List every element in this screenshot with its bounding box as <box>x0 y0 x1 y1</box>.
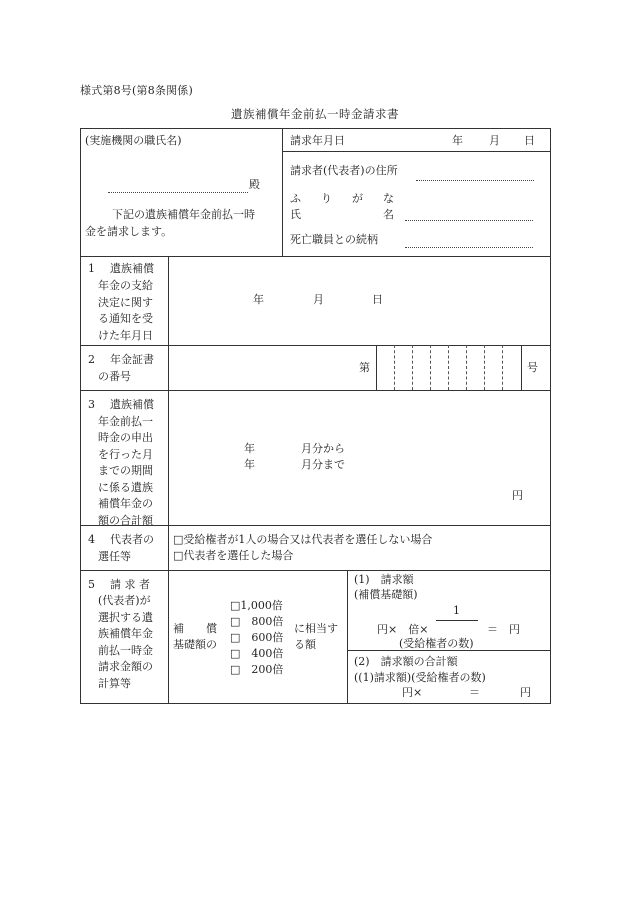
row4-number: 4 <box>88 533 95 546</box>
representative-option-1[interactable]: □受給権者が1人の場合又は代表者を選任しない場合 <box>173 533 433 546</box>
row5-label: (代表者)が <box>98 594 151 607</box>
date-label: 請求年月日 <box>290 134 345 147</box>
basis-label: 補 償 <box>173 622 217 635</box>
calc2-equals: ＝ <box>469 686 480 699</box>
row1-label: 遺族補償 <box>110 262 154 275</box>
cert-grid-cell <box>484 345 485 390</box>
row1-number: 1 <box>88 262 95 275</box>
row3-label: までの期間 <box>98 464 153 477</box>
row3-label: 補償年金の <box>98 497 153 510</box>
row4-label: 代表者の <box>110 533 154 546</box>
period-to-year: 年 <box>244 458 255 471</box>
calc-column-line <box>347 570 348 704</box>
row3-yen: 円 <box>512 489 523 502</box>
cert-grid-cell <box>466 345 467 390</box>
row5-label: 計算等 <box>98 677 131 690</box>
cert-grid-cell <box>412 345 413 390</box>
multiple-option[interactable]: □ 800倍 <box>230 615 284 628</box>
row3-top <box>80 390 551 391</box>
honorific: 殿 <box>249 178 260 191</box>
cert-suffix: 号 <box>527 361 538 374</box>
furigana-char: が <box>352 192 363 205</box>
address-label: 請求者(代表者)の住所 <box>290 164 398 177</box>
row3-label: 遺族補償 <box>110 398 154 411</box>
row1-day: 日 <box>372 293 383 306</box>
row2-label: 年金証書 <box>110 353 154 366</box>
row1-month: 月 <box>313 293 324 306</box>
relation-field[interactable] <box>405 247 533 248</box>
calc1-fraction-bar <box>436 620 478 621</box>
name-field[interactable] <box>405 220 533 221</box>
row3-label: 時金の申出 <box>98 431 153 444</box>
period-to: 月分まで <box>301 458 345 471</box>
calc2-title: (2) 請求額の合計額 <box>354 655 458 668</box>
row1-label: けた年月日 <box>98 329 153 342</box>
row5-label: 族補償年金 <box>98 627 153 640</box>
calc2-yen: 円× <box>402 686 423 699</box>
request-line-1: 下記の遺族補償年金前払一時 <box>112 208 255 221</box>
row5-number: 5 <box>88 578 95 591</box>
row1-top <box>80 256 551 257</box>
form-number: 様式第8号(第8条関係) <box>80 84 193 97</box>
row5-label: 前払一時金 <box>98 644 153 657</box>
furigana-char: り <box>321 192 332 205</box>
calc1-sub: (補償基礎額) <box>354 588 418 601</box>
row2-number: 2 <box>88 353 95 366</box>
cert-prefix: 第 <box>359 361 370 374</box>
calc1-equals: ＝ 円 <box>487 623 520 636</box>
request-form <box>80 128 551 704</box>
row2-top <box>80 345 551 346</box>
date-month: 月 <box>489 134 500 147</box>
name-char: 名 <box>383 208 394 221</box>
agency-name-field[interactable] <box>108 192 248 193</box>
multiple-option[interactable]: □ 200倍 <box>230 663 284 676</box>
calc1-formula: 円× 倍× <box>377 623 429 636</box>
border-top <box>80 128 551 129</box>
period-from: 月分から <box>301 442 345 455</box>
multiple-option[interactable]: □ 400倍 <box>230 647 284 660</box>
calc2-result-yen: 円 <box>520 686 531 699</box>
furigana-char: な <box>383 192 394 205</box>
top-divider <box>282 128 283 256</box>
cert-grid-cell <box>502 345 503 390</box>
row1-label: る通知を受 <box>98 312 153 325</box>
multiple-option[interactable]: □ 600倍 <box>230 631 284 644</box>
multiple-option[interactable]: □1,000倍 <box>230 599 283 612</box>
cert-grid-cell <box>430 345 431 390</box>
border-left <box>80 128 81 704</box>
calc1-title: (1) 請求額 <box>354 573 414 586</box>
period-from-year: 年 <box>244 442 255 455</box>
agency-label: (実施機関の職氏名) <box>85 134 182 147</box>
address-field[interactable] <box>416 180 534 181</box>
row2-label: の番号 <box>98 370 131 383</box>
basis-label: 基礎額の <box>173 638 217 651</box>
row3-label: 額の合計額 <box>98 514 153 527</box>
equivalent-label: に相当す <box>294 622 338 635</box>
border-right <box>550 128 551 704</box>
row3-label: を行った月 <box>98 448 153 461</box>
label-column-line <box>168 256 169 704</box>
cert-grid-cell <box>394 345 395 390</box>
border-bottom <box>80 703 551 704</box>
equivalent-label: る額 <box>294 638 316 651</box>
row5-label: 請 求 者 <box>110 578 150 591</box>
date-day: 日 <box>524 134 535 147</box>
row4-label: 選任等 <box>98 550 131 563</box>
row3-label: に係る遺族 <box>98 481 153 494</box>
name-char: 氏 <box>290 208 301 221</box>
row5-top <box>80 570 551 571</box>
document-title: 遺族補償年金前払一時金請求書 <box>231 107 399 121</box>
date-year: 年 <box>452 134 463 147</box>
request-line-2: 金を請求します。 <box>85 225 173 238</box>
date-row-line <box>282 151 551 152</box>
row1-year: 年 <box>253 293 264 306</box>
calc1-numerator: 1 <box>453 604 460 617</box>
row3-label: 年金前払一 <box>98 415 153 428</box>
row5-label: 選択する遺 <box>98 611 153 624</box>
row1-label: 決定に関す <box>98 296 153 309</box>
row1-label: 年金の支給 <box>98 279 153 292</box>
row5-label: 請求金額の <box>98 660 153 673</box>
representative-option-2[interactable]: □代表者を選任した場合 <box>173 549 294 562</box>
cert-grid-cell <box>448 345 449 390</box>
calc1-denominator: (受給権者の数) <box>399 637 474 650</box>
relation-label: 死亡職員との続柄 <box>290 233 378 246</box>
calc2-sub: ((1)請求額)(受給権者の数) <box>354 671 486 684</box>
row3-number: 3 <box>88 398 95 411</box>
cert-grid-end <box>521 345 522 390</box>
furigana-char: ふ <box>290 192 301 205</box>
cert-grid-start <box>376 345 377 390</box>
